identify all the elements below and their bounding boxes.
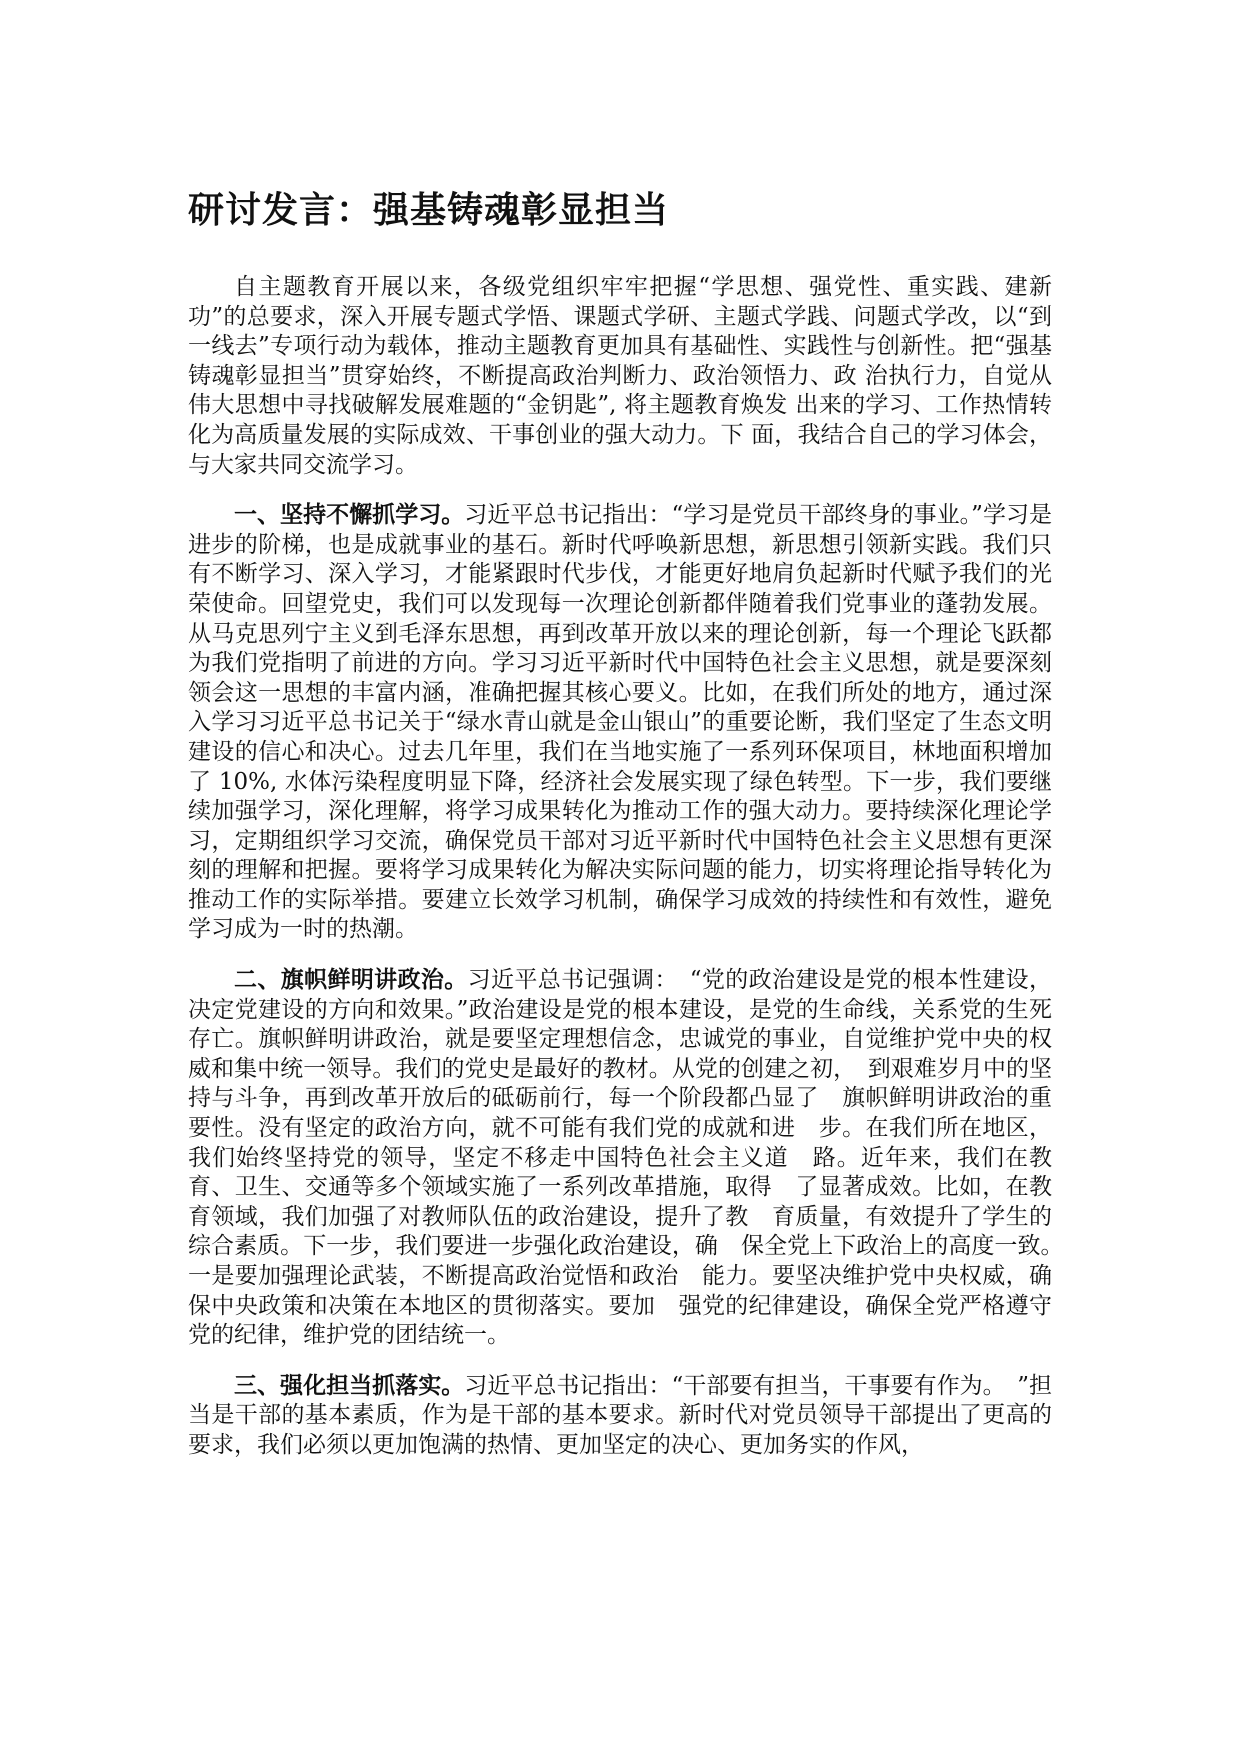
section-body-1: 习近平总书记指出：“学习是党员干部终身的事业。”学习是进步的阶梯，也是成就事业的基石。新时代呼唤新思想，新思想引领新实践。我们只有不断学习、深入学习，才能紧跟时代步伐，才能更好地肩负起新时代赋予我们的光荣使命。回望党史，我们可以发现每一次理论创新都伴随着我们党事业的蓬勃发展。从马克思列宁主义到毛泽东思想，再到改革开放以来的理论创新，每一个理论飞跃都为我们党指明了前进的方向。学习习近平新时代中国特色社会主义思想，就是要深刻领会这一思想的丰富内涵，准确把握其核心要义。比如，在我们所处的地方，通过深入学习习近平总书记关于“绿水青山就是金山银山”的重要论断，我们坚定了生态文明建设的信心和决心。过去几年里，我们在当地实施了一系列环保项目，林地面积增加了 10%, 水体污染程度明显下降，经济社会发展实现了绿色转型。下一步，我们要继续加强学习，深化理解，将学习成果转化为推动工作的强大动力。要持续深化理论学习，定期组织学习交流，确保党员干部对习近平新时代中国特色社会主义思想有更深刻的理解和把握。要将学习成果转化为解决实际问题的能力，切实将理论指导转化为推动工作的实际举措。要建立长效学习机制，确保学习成效的持续性和有效性，避免学习成为一时的热潮。 (188, 502, 1052, 943)
document-title: 研讨发言：强基铸魂彰显担当 (188, 190, 670, 231)
section-paragraph-2 (188, 965, 1075, 1351)
section-paragraph-3 (188, 1371, 1052, 1461)
section-body-3: 习近平总书记指出：“干部要有担当，干事要有作为。 ”担当是干部的基本素质，作为是干部的基本要求。新时代对党员领导干部提出了更高的要求，我们必须以更加饱满的热情、更加坚定的决心、更加务实的作风， (188, 1372, 1052, 1458)
section-body-2: 习近平总书记强调： “党的政治建设是党的根本性建设，决定党建设的方向和效果。”政治建设是党的根本建设，是党的生命线，关系党的生死存亡。旗帜鲜明讲政治，就是要坚定理想信念，忠诚党的事业，自觉维护党中央的权威和集中统一领导。我们的党史是最好的教材。从党的创建之初， 到艰难岁月中的坚持与斗争，再到改革开放后的砥砺前行，每一个阶段都凸显了 旗帜鲜明讲政治的重要性。没有坚定的政治方向，就不可能有我们党的成就和进 步。在我们所在地区，我们始终坚持党的领导，坚定不移走中国特色社会主义道 路。近年来，我们在教育、卫生、交通等多个领域实施了一系列改革措施，取得 了显著成效。比如，在教育领域，我们加强了对教师队伍的政治建设，提升了教 育质量，有效提升了学生的综合素质。下一步，我们要进一步强化政治建设，确 保全党上下政治上的高度一致。 一是要加强理论武装，不断提高政治觉悟和政治 能力。要坚决维护党中央权威，确保中央政策和决策在本地区的贯彻落实。要加 强党的纪律建设，确保全党严格遵守党的纪律，维护党的团结统一。 (188, 967, 1075, 1349)
section-heading-2: 二、旗帜鲜明讲政治。 (234, 966, 468, 994)
intro-paragraph: 自主题教育开展以来，各级党组织牢牢把握“学思想、强党性、重实践、建新功”的总要求，深入开展专题式学悟、课题式学研、主题式学践、问题式学改，以“到一线去”专项行动为载体，推动主题教育更加具有基础性、实践性与创新性。把“强基铸魂彰显担当”贯穿始终，不断提高政治判断力、政治领悟力、政 治执行力，自觉从伟大思想中寻找破解发展难题的“金钥匙”, 将主题教育焕发 出来的学习、工作热情转化为高质量发展的实际成效、干事创业的强大动力。下 面，我结合自己的学习体会，与大家共同交流学习。 (188, 274, 1052, 478)
document-page (188, 185, 1075, 1481)
section-heading-3: 三、强化担当抓落实。 (234, 1371, 465, 1399)
section-paragraph-1 (188, 500, 1052, 945)
section-heading-1: 一、坚持不懈抓学习。 (234, 501, 465, 529)
